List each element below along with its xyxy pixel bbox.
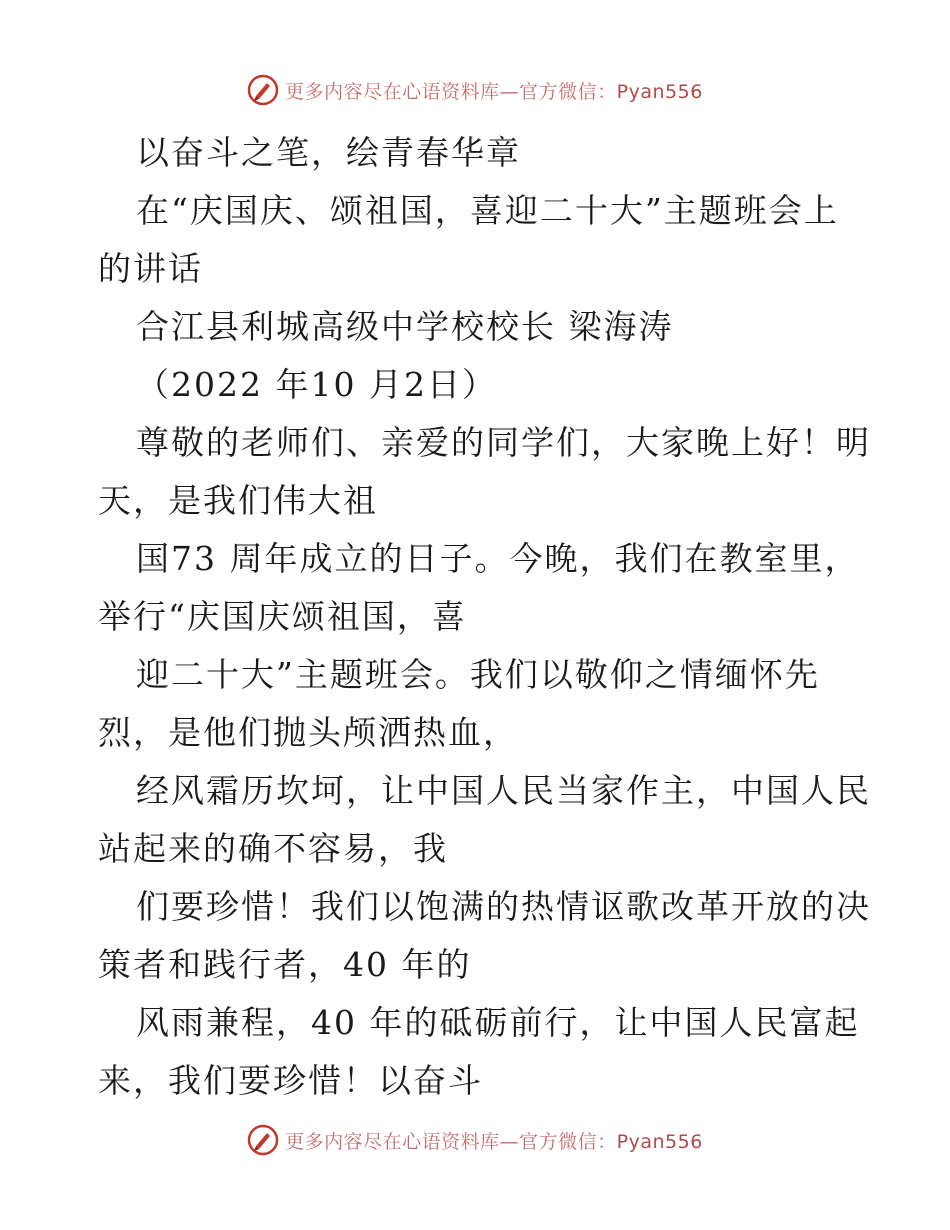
text-line: 举行“庆国庆颂祖国，喜 [98,597,467,636]
text-line: 的讲话 [98,249,203,288]
text-line: （2022 年10 月2日） [136,365,497,404]
footer-watermark [0,1120,950,1160]
watermark-text [285,1127,703,1154]
watermark-wechat-id: Pyan556 [616,80,703,103]
text-line: 迎二十大”主题班会。我们以敬仰之情缅怀先 [136,655,820,694]
watermark-wechat-id: Pyan556 [616,1130,703,1153]
document-body [98,124,871,1110]
text-line: 风雨兼程，40 年的砥砺前行，让中国人民富起 [136,1003,860,1042]
text-line: 合江县利城高级中学校校长 梁海涛 [136,307,674,346]
text-line: 经风霜历坎坷，让中国人民当家作主，中国人民 [136,771,871,810]
text-line: 天，是我们伟大祖 [98,481,378,520]
text-line: 策者和践行者，40 年的 [98,945,472,984]
watermark-text [285,77,703,104]
text-line: 们要珍惜！我们以饱满的热情讴歌改革开放的决 [136,887,871,926]
text-line: 以奋斗之笔，绘青春华章 [136,133,521,172]
text-line: 国73 周年成立的日子。今晚，我们在教室里， [136,539,860,578]
text-line: 尊敬的老师们、亲爱的同学们，大家晚上好！明 [136,423,871,462]
watermark-label: 更多内容尽在心语资料库—官方微信： [285,80,617,103]
text-line: 来，我们要珍惜！以奋斗 [98,1061,483,1100]
header-watermark [0,70,950,110]
pen-logo-icon [247,74,279,106]
pen-logo-icon [247,1124,279,1156]
text-line: 站起来的确不容易，我 [98,829,448,868]
text-line: 烈，是他们抛头颅洒热血， [98,713,518,752]
watermark-label: 更多内容尽在心语资料库—官方微信： [285,1130,617,1153]
text-line: 在“庆国庆、颂祖国，喜迎二十大”主题班会上 [136,191,839,230]
